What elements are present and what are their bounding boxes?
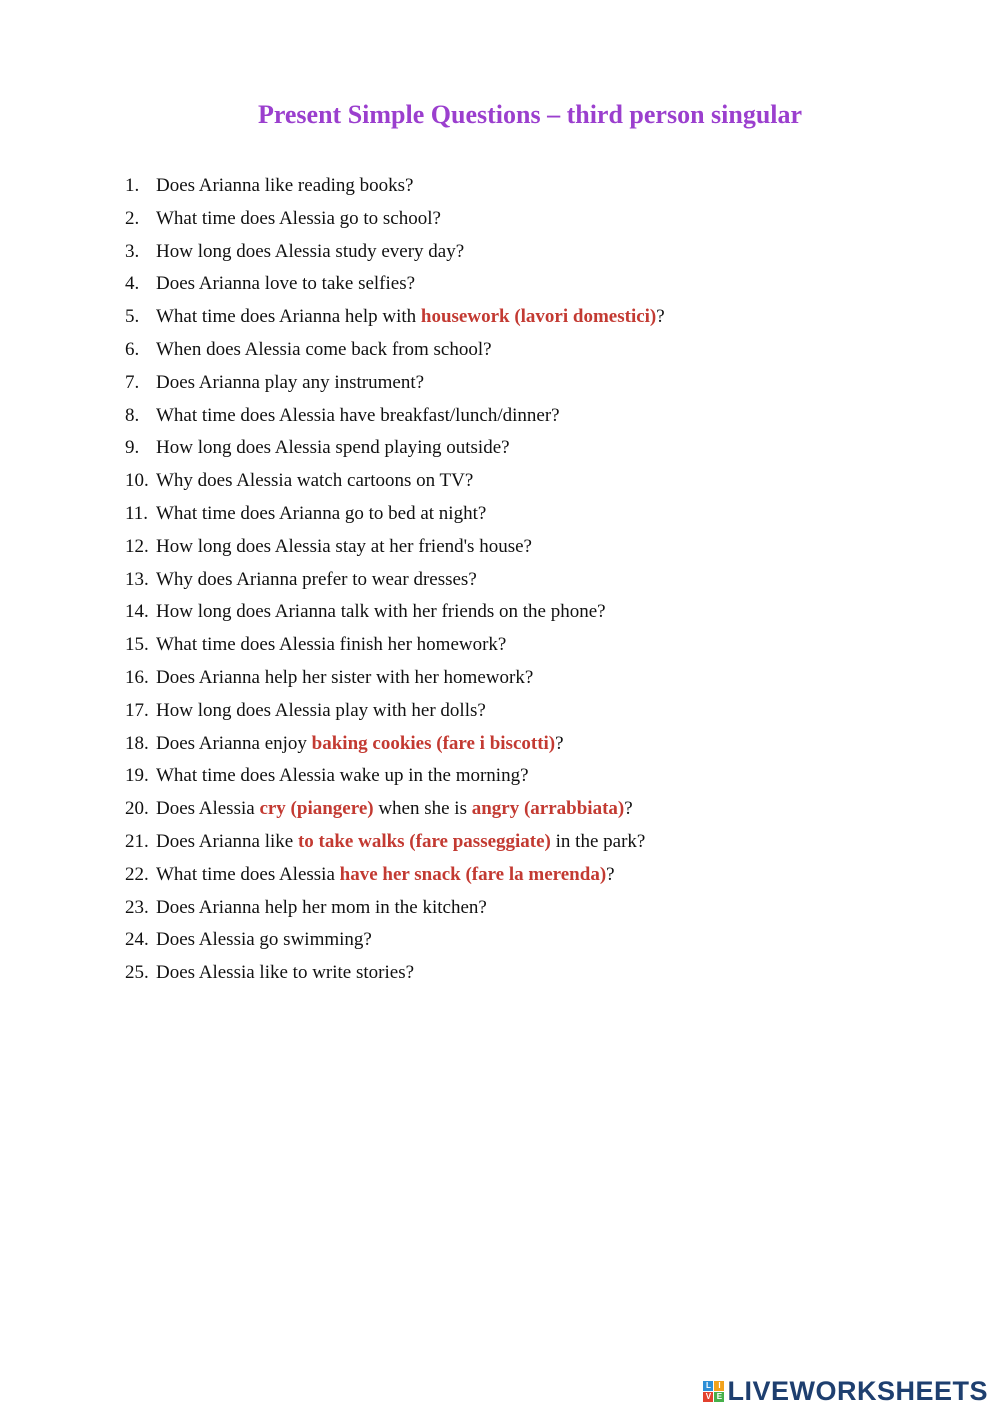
question-number: 24. xyxy=(125,929,149,951)
question-number: 5. xyxy=(125,306,140,328)
question-item xyxy=(125,334,665,367)
question-number: 6. xyxy=(125,338,140,360)
question-number: 22. xyxy=(125,863,149,885)
question-item xyxy=(125,760,665,793)
question-number: 4. xyxy=(125,273,140,295)
question-text: How long does Arianna talk with her friends on the phone? xyxy=(156,601,606,623)
question-text: Does Arianna like xyxy=(156,830,298,852)
question-number: 23. xyxy=(125,896,149,918)
question-item xyxy=(125,695,665,728)
highlighted-phrase: baking cookies (fare i biscotti) xyxy=(311,732,556,754)
question-number: 17. xyxy=(125,699,149,721)
question-text: What time does Alessia have breakfast/lunch/dinner? xyxy=(156,404,560,426)
question-item xyxy=(125,531,665,564)
logo-letter: L xyxy=(703,1381,713,1391)
question-text: When does Alessia come back from school? xyxy=(156,338,492,360)
question-text: when she is xyxy=(373,798,472,820)
question-number: 14. xyxy=(125,601,149,623)
liveworksheets-logo xyxy=(703,1376,988,1406)
question-text: Does Arianna love to take selfies? xyxy=(156,273,416,295)
question-text: Does Alessia xyxy=(156,798,260,820)
question-text: What time does Alessia finish her homework? xyxy=(156,634,507,656)
question-item xyxy=(125,859,665,892)
page-title: Present Simple Questions – third person singular xyxy=(257,100,803,129)
question-item xyxy=(125,236,665,269)
question-list xyxy=(125,170,665,990)
question-text: What time does Arianna help with xyxy=(156,306,421,328)
logo-letter: I xyxy=(714,1381,724,1391)
highlighted-phrase: housework (lavori domestici) xyxy=(420,306,657,328)
question-item xyxy=(125,924,665,957)
question-text: How long does Alessia study every day? xyxy=(156,240,465,262)
question-number: 16. xyxy=(125,666,149,688)
question-text: Why does Arianna prefer to wear dresses? xyxy=(156,568,477,590)
question-number: 8. xyxy=(125,404,140,426)
question-text: What time does Alessia xyxy=(156,863,340,885)
question-number: 1. xyxy=(125,175,140,196)
question-number: 10. xyxy=(125,470,149,492)
question-text: Does Arianna like reading books? xyxy=(156,175,414,196)
highlighted-phrase: cry (piangere) xyxy=(259,798,374,820)
question-item xyxy=(125,596,665,629)
logo-letter: V xyxy=(703,1392,713,1402)
question-item xyxy=(125,826,665,859)
question-number: 2. xyxy=(125,207,140,229)
question-item xyxy=(125,662,665,695)
question-item xyxy=(125,728,665,761)
question-item xyxy=(125,564,665,597)
question-text: What time does Alessia go to school? xyxy=(156,207,441,229)
question-number: 15. xyxy=(125,634,149,656)
question-item xyxy=(125,793,665,826)
highlighted-phrase: angry (arrabbiata) xyxy=(471,798,625,820)
question-text: Does Arianna help her sister with her homework? xyxy=(156,666,534,688)
question-item xyxy=(125,301,665,334)
question-number: 20. xyxy=(125,798,149,820)
question-text: Does Alessia like to write stories? xyxy=(156,962,415,984)
question-number: 25. xyxy=(125,962,149,984)
question-item xyxy=(125,367,665,400)
question-number: 3. xyxy=(125,240,140,262)
question-item xyxy=(125,892,665,925)
question-number: 9. xyxy=(125,437,140,459)
question-text: Does Arianna help her mom in the kitchen? xyxy=(156,896,487,918)
question-text: ? xyxy=(624,798,633,820)
question-number: 12. xyxy=(125,535,149,557)
question-item xyxy=(125,432,665,465)
question-text: Why does Alessia watch cartoons on TV? xyxy=(156,470,474,492)
question-item xyxy=(125,203,665,236)
question-text: How long does Alessia stay at her friend's house? xyxy=(156,535,532,557)
question-item xyxy=(125,400,665,433)
question-item xyxy=(125,498,665,531)
question-text: Does Alessia go swimming? xyxy=(156,929,372,951)
question-number: 11. xyxy=(125,502,149,524)
question-number: 21. xyxy=(125,830,149,852)
highlighted-phrase: to take walks (fare passeggiate) xyxy=(297,830,551,852)
question-text: How long does Alessia spend playing outside? xyxy=(156,437,510,459)
question-text: What time does Arianna go to bed at night? xyxy=(156,502,487,524)
logo-mark-icon xyxy=(703,1381,724,1402)
question-item xyxy=(125,170,665,203)
question-item xyxy=(125,957,665,990)
question-number: 7. xyxy=(125,371,140,393)
highlighted-phrase: have her snack (fare la merenda) xyxy=(339,863,607,885)
question-text: What time does Alessia wake up in the morning? xyxy=(156,765,529,787)
question-text: in the park? xyxy=(550,830,646,852)
question-text: ? xyxy=(555,732,564,754)
question-number: 13. xyxy=(125,568,149,590)
question-text: ? xyxy=(606,863,615,885)
question-text: Does Arianna enjoy xyxy=(156,732,312,754)
question-text: ? xyxy=(656,306,665,328)
logo-letter: E xyxy=(714,1392,724,1402)
question-item xyxy=(125,465,665,498)
question-number: 19. xyxy=(125,765,149,787)
question-item xyxy=(125,629,665,662)
question-item xyxy=(125,268,665,301)
question-number: 18. xyxy=(125,732,149,754)
brand-name: LIVEWORKSHEETS xyxy=(727,1375,988,1406)
question-text: How long does Alessia play with her dolls? xyxy=(156,699,486,721)
question-text: Does Arianna play any instrument? xyxy=(156,371,425,393)
